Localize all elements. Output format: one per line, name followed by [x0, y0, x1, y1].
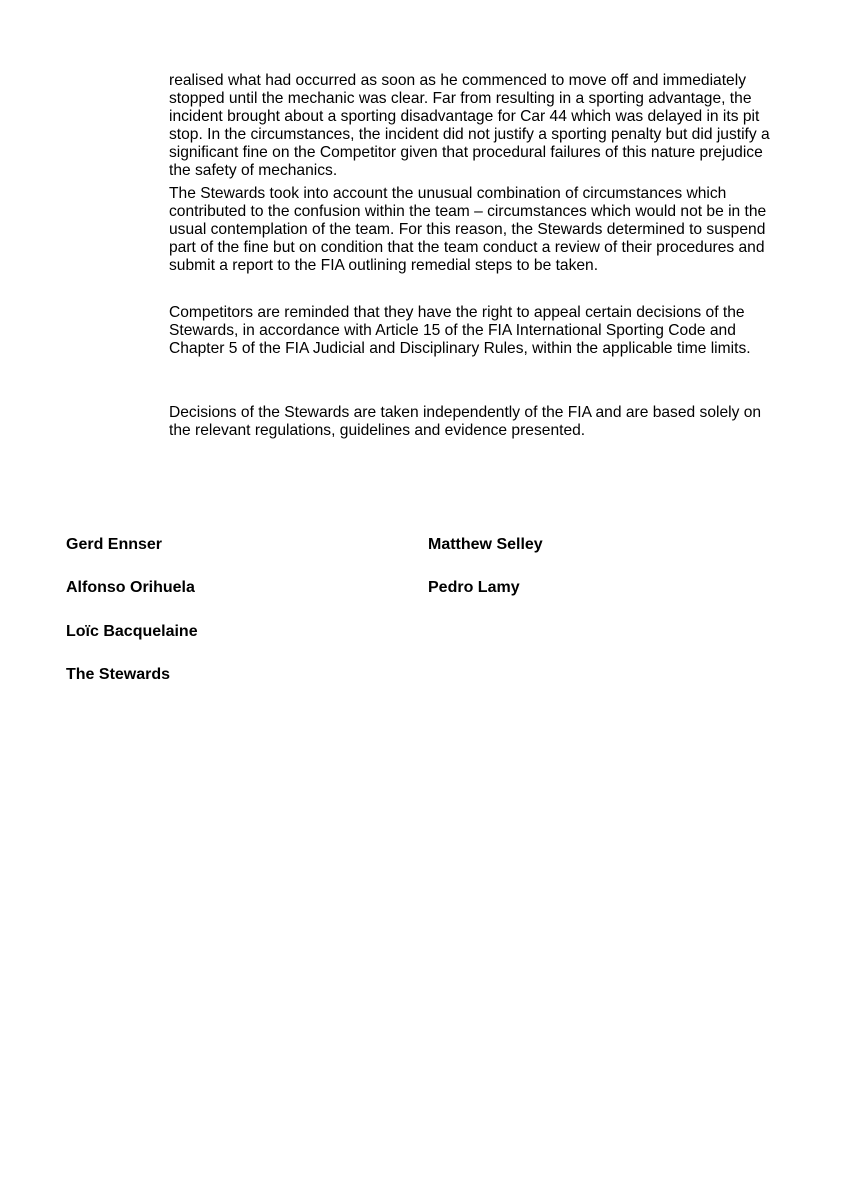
paragraph-incident-summary: realised what had occurred as soon as he commenced to move off and immediately stopped until the mechanic was clear. Far from resulting in a sporting advantage, the incident brought about a sporting disadvantage for Car 44 which was delayed in its pit stop. In the circumstances, the incident did not justify a sporting penalty but did justify a significant fine on the Competitor given that procedural failures of this nature prejudice the safety of mechanics.: [169, 72, 770, 179]
paragraph-right-to-appeal: Competitors are reminded that they have the right to appeal certain decisions of the Stewards, in accordance with Article 15 of the FIA International Sporting Code and Chapter 5 of the FIA Judicial and Disciplinary Rules, within the applicable time limits.: [169, 304, 751, 357]
signature-closing-title: The Stewards: [66, 666, 171, 683]
paragraph-suspended-fine: The Stewards took into account the unusual combination of circumstances which contributed to the confusion within the team – circumstances which would not be in the usual contemplation of the team. For this reason, the Stewards determined to suspend part of the fine but on condition that the team conduct a review of their procedures and submit a report to the FIA outlining remedial steps to be taken.: [169, 185, 767, 274]
signatory-name: Matthew Selley: [428, 536, 543, 553]
signatory-name: Loïc Bacquelaine: [66, 623, 198, 640]
signatory-name: Gerd Ennser: [66, 536, 163, 553]
paragraph-independence-notice: Decisions of the Stewards are taken independently of the FIA and are based solely on the relevant regulations, guidelines and evidence presented.: [169, 404, 762, 439]
signatory-name: Pedro Lamy: [428, 579, 520, 596]
signatory-name: Alfonso Orihuela: [66, 579, 195, 596]
